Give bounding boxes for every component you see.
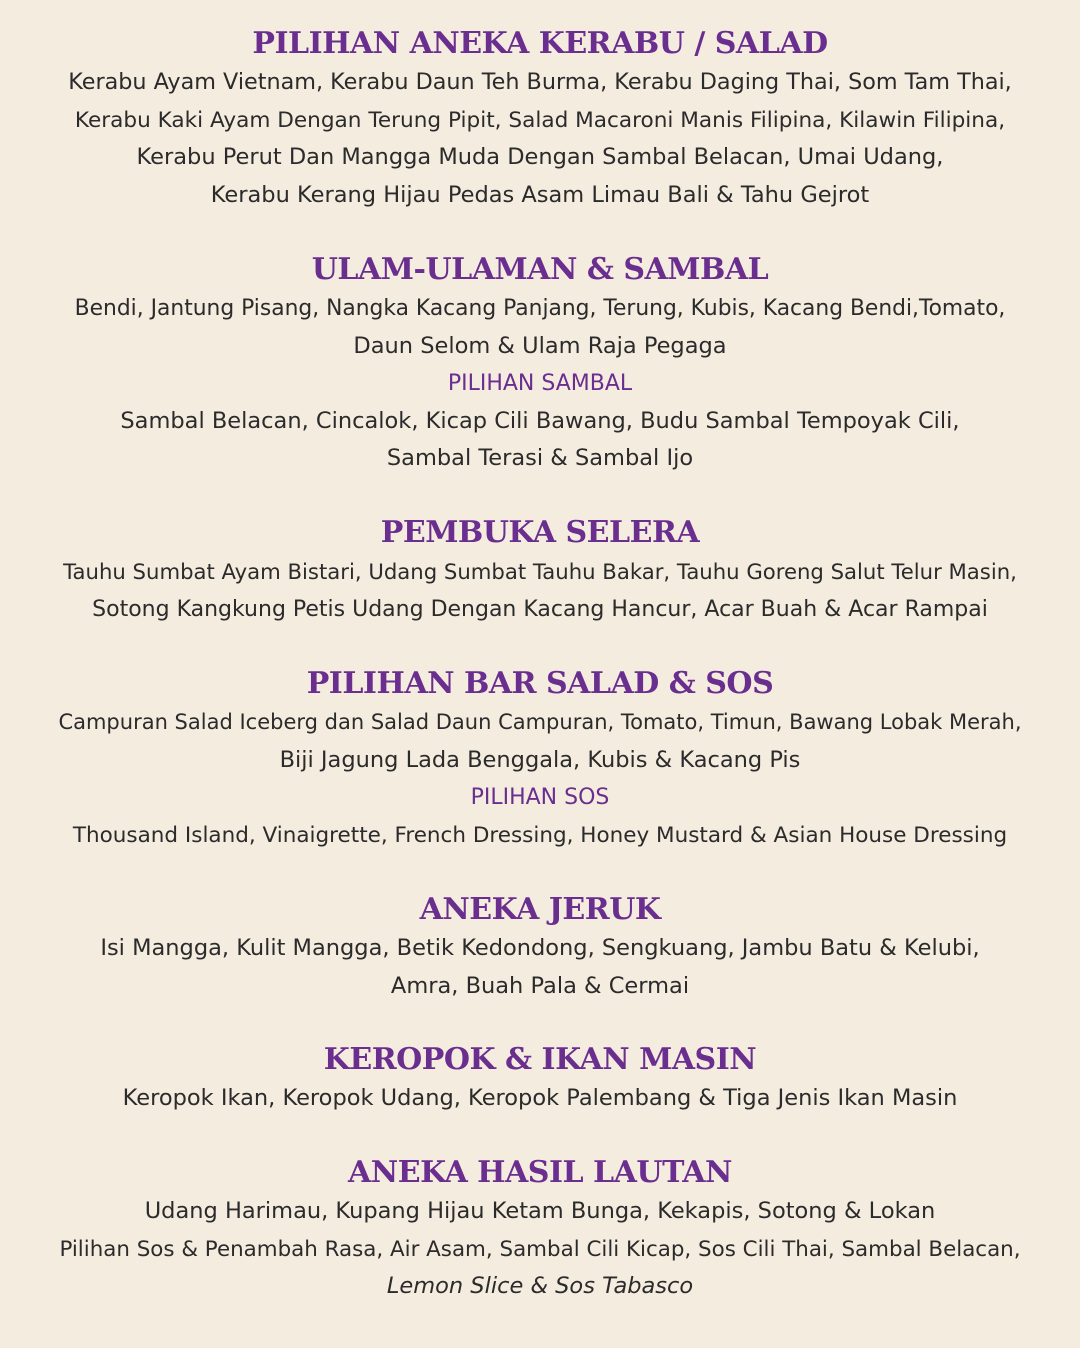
menu-line: Thousand Island, Vinaigrette, French Dressing, Honey Mustard & Asian House Dressing bbox=[72, 822, 1008, 848]
menu-line: Sotong Kangkung Petis Udang Dengan Kacang Hancur, Acar Buah & Acar Rampai bbox=[92, 596, 988, 622]
section-bar-salad-sos bbox=[0, 664, 1080, 854]
menu-line: Bendi, Jantung Pisang, Nangka Kacang Panjang, Terung, Kubis, Kacang Bendi,Tomato, bbox=[74, 296, 1006, 321]
menu-line: Kerabu Perut Dan Mangga Muda Dengan Sambal Belacan, Umai Udang, bbox=[136, 144, 944, 171]
menu-line: Campuran Salad Iceberg dan Salad Daun Campuran, Tomato, Timun, Bawang Lobak Merah, bbox=[58, 710, 1022, 734]
section-title: ANEKA JERUK bbox=[419, 892, 661, 927]
section-title: PILIHAN ANEKA KERABU / SALAD bbox=[252, 26, 828, 61]
menu-line: Biji Jagung Lada Benggala, Kubis & Kacang Pis bbox=[279, 746, 801, 773]
menu-line: Tauhu Sumbat Ayam Bistari, Udang Sumbat Tauhu Bakar, Tauhu Goreng Salut Telur Masin, bbox=[63, 559, 1017, 584]
section-pembuka-selera bbox=[0, 513, 1080, 628]
section-subtitle: PILIHAN SOS bbox=[470, 785, 610, 811]
section-aneka-jeruk bbox=[0, 890, 1080, 1005]
section-title: PILIHAN BAR SALAD & SOS bbox=[306, 666, 774, 701]
section-kerabu-salad bbox=[0, 24, 1080, 214]
section-title: PEMBUKA SELERA bbox=[380, 515, 700, 550]
menu-line: Udang Harimau, Kupang Hijau Ketam Bunga, Kekapis, Sotong & Lokan bbox=[144, 1198, 936, 1224]
menu-line: Keropok Ikan, Keropok Udang, Keropok Palembang & Tiga Jenis Ikan Masin bbox=[122, 1085, 958, 1111]
section-title: ULAM-ULAMAN & SAMBAL bbox=[311, 252, 769, 287]
menu-line: Kerabu Ayam Vietnam, Kerabu Daun Teh Burma, Kerabu Daging Thai, Som Tam Thai, bbox=[68, 69, 1012, 95]
menu-line-italic: Lemon Slice & Sos Tabasco bbox=[386, 1273, 694, 1300]
menu-line: Daun Selom & Ulam Raja Pegaga bbox=[353, 332, 727, 359]
menu-line: Isi Mangga, Kulit Mangga, Betik Kedondong, Sengkuang, Jambu Batu & Kelubi, bbox=[100, 935, 980, 961]
menu-line: Kerabu Kaki Ayam Dengan Terung Pipit, Salad Macaroni Manis Filipina, Kilawin Filipina, bbox=[74, 107, 1006, 133]
section-title: KEROPOK & IKAN MASIN bbox=[323, 1042, 757, 1077]
menu-line: Kerabu Kerang Hijau Pedas Asam Limau Bali & Tahu Gejrot bbox=[210, 181, 870, 208]
menu-line: Sambal Terasi & Sambal Ijo bbox=[386, 445, 694, 472]
menu-line: Sambal Belacan, Cincalok, Kicap Cili Bawang, Budu Sambal Tempoyak Cili, bbox=[120, 407, 960, 434]
menu-line: Pilihan Sos & Penambah Rasa, Air Asam, Sambal Cili Kicap, Sos Cili Thai, Sambal Belacan, bbox=[59, 1236, 1021, 1262]
section-keropok-ikan-masin bbox=[0, 1040, 1080, 1118]
section-hasil-lautan bbox=[0, 1153, 1080, 1306]
menu-line: Amra, Buah Pala & Cermai bbox=[390, 972, 690, 999]
section-subtitle: PILIHAN SAMBAL bbox=[447, 371, 633, 397]
section-ulam-sambal bbox=[0, 250, 1080, 478]
section-title: ANEKA HASIL LAUTAN bbox=[348, 1155, 732, 1190]
